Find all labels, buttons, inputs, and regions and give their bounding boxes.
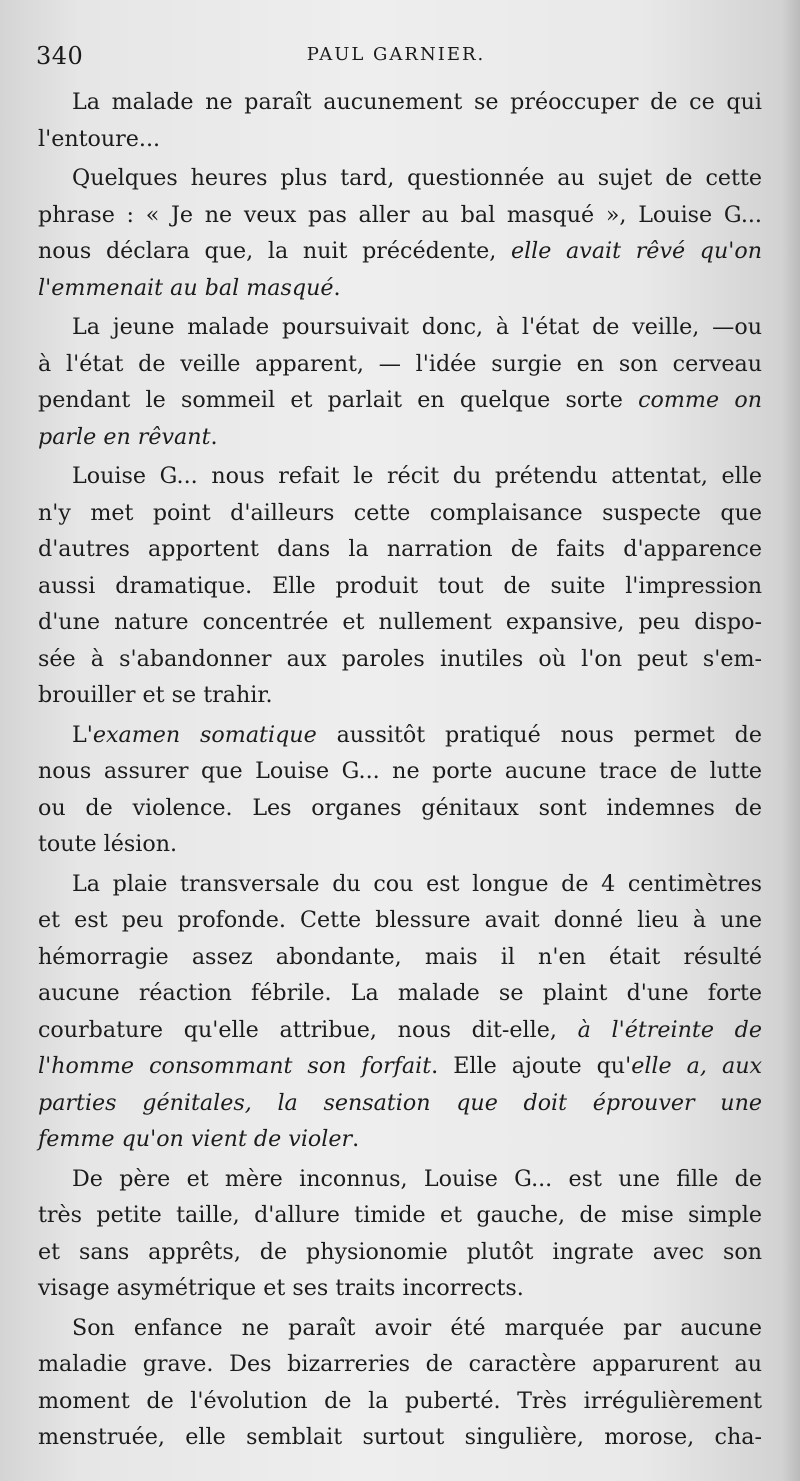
- italic-text: elle a, aux: [631, 1053, 763, 1079]
- text-run: .: [210, 423, 218, 450]
- page-header: [36, 40, 756, 74]
- paragraph: [38, 1161, 762, 1307]
- text-run: sée à s'abandonner aux paroles inutiles où l'on peut s'em-: [38, 645, 762, 672]
- text-line: [38, 826, 762, 863]
- text-run: brouiller et se trahir.: [38, 682, 273, 708]
- text-run: La malade ne paraît aucunement se préoccuper de ce qui: [72, 89, 762, 115]
- text-line: [38, 1197, 762, 1234]
- text-run: moment de l'évolution de la puberté. Très irrégulièrement: [38, 1387, 762, 1414]
- page-number: 340: [36, 42, 84, 70]
- italic-text: l'emmenait au bal masqué: [38, 274, 334, 301]
- text-run: à l'état de veille apparent, — l'idée surgie en son cerveau: [38, 350, 762, 377]
- text-line: [38, 197, 762, 234]
- text-line: [38, 1161, 762, 1198]
- text-line: [38, 84, 762, 121]
- paragraph: [38, 160, 762, 306]
- text-run: L': [72, 721, 93, 748]
- text-run: d'une nature concentrée et nullement expansive, peu dispo-: [38, 609, 762, 635]
- text-run: menstruée, elle semblait surtout singulière, morose, cha-: [38, 1424, 762, 1450]
- text-line: [38, 233, 762, 270]
- text-run: .: [333, 274, 341, 301]
- italic-text: parties génitales, la sensation que doit éprouver une: [38, 1089, 762, 1116]
- text-run: aussi dramatique. Elle produit tout de suite l'impression: [38, 572, 762, 599]
- text-line: [38, 270, 762, 307]
- paragraph: [38, 866, 762, 1158]
- text-run: ou de violence. Les organes génitaux sont indemnes de: [38, 794, 762, 821]
- text-run: La jeune malade poursuivait donc, à l'état de veille, —ou: [72, 314, 762, 340]
- text-line: [38, 1270, 762, 1307]
- italic-text: examen somatique: [92, 721, 317, 748]
- text-run: et est peu profonde. Cette blessure avait donné lieu à une: [38, 907, 762, 933]
- text-line: [38, 346, 762, 383]
- text-line: [38, 1085, 762, 1122]
- text-run: d'autres apportent dans la narration de faits d'apparence: [38, 536, 762, 562]
- text-run: visage asymétrique et ses traits incorrects.: [38, 1275, 524, 1301]
- text-line: [38, 939, 762, 976]
- text-line: [38, 790, 762, 827]
- text-run: nous assurer que Louise G... ne porte aucune trace de lutte: [38, 758, 762, 784]
- italic-text: femme qu'on vient de violer: [38, 1126, 353, 1152]
- paragraph: [38, 717, 762, 863]
- text-line: [38, 531, 762, 568]
- running-head: PAUL GARNIER.: [306, 44, 486, 65]
- paragraph: [38, 84, 762, 157]
- paragraph: [38, 458, 762, 714]
- text-line: [38, 458, 762, 495]
- paragraph: [38, 309, 762, 455]
- text-run: aussitôt pratiqué nous permet de: [316, 721, 763, 748]
- text-run: nous déclara que, la nuit précédente,: [38, 238, 511, 264]
- text-line: [38, 1012, 762, 1049]
- text-line: [38, 1310, 762, 1347]
- text-line: [38, 309, 762, 346]
- text-line: [38, 717, 762, 754]
- text-run: l'entoure...: [38, 125, 161, 152]
- text-line: [38, 866, 762, 903]
- text-line: [38, 975, 762, 1012]
- text-line: [38, 1234, 762, 1271]
- text-run: hémorragie assez abondante, mais il n'en était résulté: [38, 943, 762, 970]
- text-line: [38, 1419, 762, 1456]
- text-run: phrase : « Je ne veux pas aller au bal masqué », Louise G...: [38, 201, 762, 228]
- text-line: [38, 677, 762, 714]
- italic-text: à l'étreinte de: [577, 1016, 762, 1043]
- text-run: toute lésion.: [38, 831, 178, 857]
- text-line: [38, 419, 762, 456]
- text-run: aucune réaction fébrile. La malade se plaint d'une forte: [38, 980, 762, 1006]
- text-line: [38, 495, 762, 532]
- text-run: Son enfance ne paraît avoir été marquée par aucune: [72, 1314, 762, 1341]
- text-line: [38, 604, 762, 641]
- text-run: Louise G... nous refait le récit du prétendu attentat, elle: [72, 463, 762, 489]
- italic-text: l'homme consommant son forfait: [38, 1053, 432, 1079]
- italic-text: elle avait rêvé qu'on: [510, 238, 762, 264]
- text-line: [38, 1346, 762, 1383]
- text-run: De père et mère inconnus, Louise G... est une fille de: [72, 1165, 762, 1192]
- text-line: [38, 1383, 762, 1420]
- page-edge-shadow: [782, 0, 800, 1481]
- text-line: [38, 1121, 762, 1158]
- text-line: [38, 121, 762, 158]
- text-line: [38, 902, 762, 939]
- text-run: pendant le sommeil et parlait en quelque sorte: [38, 387, 639, 413]
- paragraph: [38, 1310, 762, 1456]
- text-line: [38, 753, 762, 790]
- text-line: [38, 160, 762, 197]
- text-run: La plaie transversale du cou est longue de 4 centimètres: [72, 870, 762, 897]
- text-run: maladie grave. Des bizarreries de caractère apparurent au: [38, 1351, 762, 1377]
- body-text: [38, 84, 762, 1456]
- text-run: . Elle ajoute qu': [431, 1053, 632, 1079]
- text-run: très petite taille, d'allure timide et gauche, de mise simple: [38, 1202, 762, 1228]
- text-run: .: [352, 1126, 360, 1152]
- text-run: et sans apprêts, de physionomie plutôt ingrate avec son: [38, 1238, 762, 1265]
- text-line: [38, 568, 762, 605]
- text-line: [38, 382, 762, 419]
- text-line: [38, 641, 762, 678]
- text-run: n'y met point d'ailleurs cette complaisance suspecte que: [38, 499, 762, 526]
- italic-text: parle en rêvant: [38, 423, 211, 450]
- text-run: Quelques heures plus tard, questionnée au sujet de cette: [72, 165, 762, 191]
- text-line: [38, 1048, 762, 1085]
- italic-text: comme on: [638, 387, 762, 413]
- text-run: courbature qu'elle attribue, nous dit-elle,: [38, 1016, 578, 1043]
